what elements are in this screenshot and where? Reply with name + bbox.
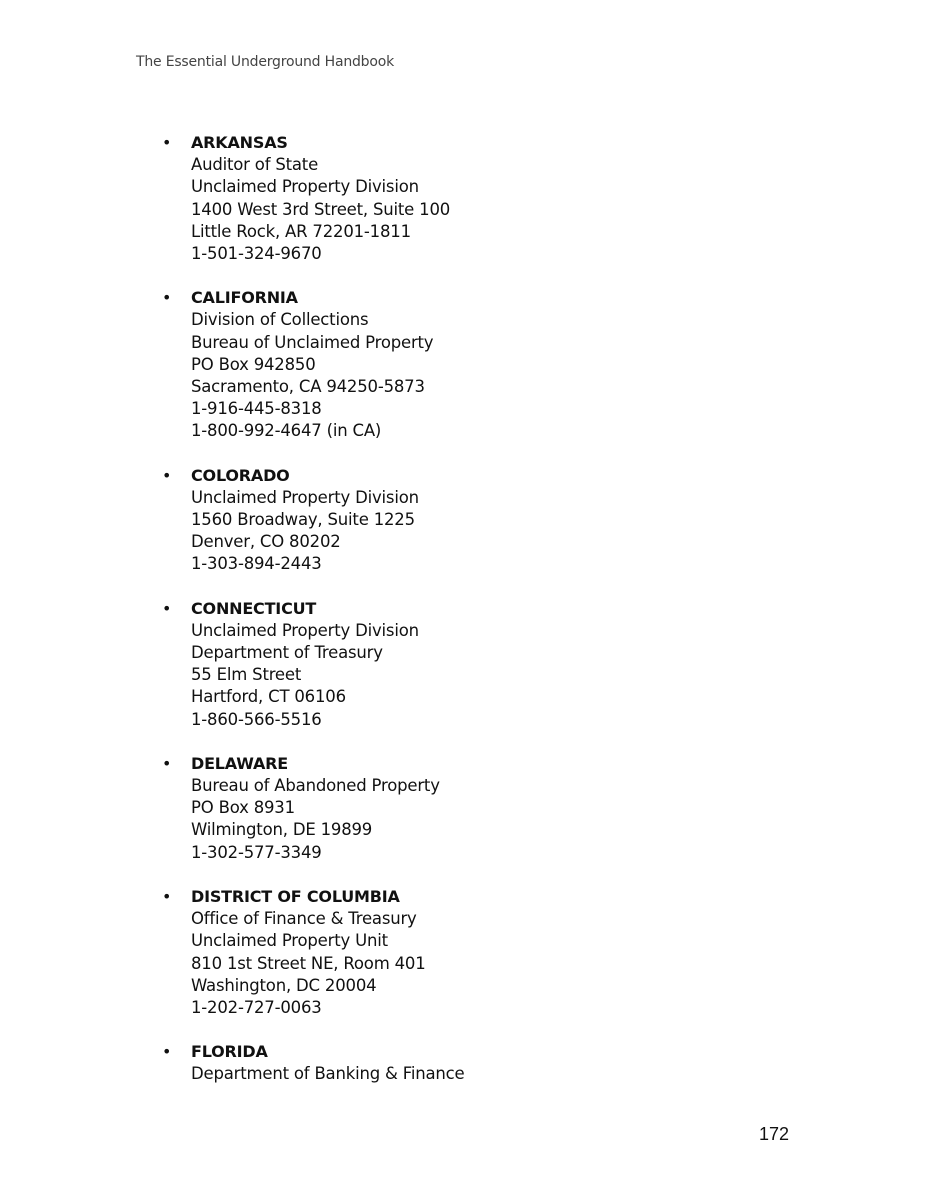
- address-line: Office of Finance & Treasury: [191, 909, 417, 929]
- address-line: Unclaimed Property Division: [191, 487, 419, 507]
- address-line: Washington, DC 20004: [191, 975, 377, 995]
- state-entry-connecticut: [162, 598, 762, 731]
- address-line: Sacramento, CA 94250-5873: [191, 377, 425, 397]
- state-entry-list: [162, 132, 762, 1108]
- phone-line: 1-800-992-4647 (in CA): [191, 421, 382, 441]
- bullet-icon: •: [162, 133, 172, 152]
- phone-line: 1-202-727-0063: [191, 997, 322, 1017]
- address-line: Division of Collections: [191, 310, 369, 330]
- address-line: Unclaimed Property Division: [191, 620, 419, 640]
- phone-line: 1-501-324-9670: [191, 244, 322, 264]
- running-header: The Essential Underground Handbook: [136, 54, 395, 70]
- state-name: CONNECTICUT: [191, 598, 317, 618]
- bullet-icon: •: [162, 886, 172, 906]
- address-line: Bureau of Abandoned Property: [191, 776, 440, 796]
- address-line: 810 1st Street NE, Room 401: [191, 953, 426, 973]
- address-line: Denver, CO 80202: [191, 532, 341, 552]
- address-line: Unclaimed Property Division: [191, 177, 419, 197]
- address-line: Department of Banking & Finance: [191, 1064, 465, 1084]
- state-entry-colorado: [162, 465, 762, 576]
- state-entry-delaware: [162, 753, 762, 864]
- address-line: PO Box 942850: [191, 354, 316, 374]
- state-name: COLORADO: [191, 465, 290, 485]
- state-entry-florida: [162, 1041, 762, 1085]
- bullet-icon: •: [162, 1042, 172, 1062]
- phone-line: 1-303-894-2443: [191, 554, 322, 574]
- bullet-icon: •: [162, 465, 172, 485]
- state-entry-district-of-columbia: [162, 886, 762, 1019]
- state-name: CALIFORNIA: [191, 288, 298, 308]
- state-name: ARKANSAS: [191, 133, 288, 152]
- address-line: Hartford, CT 06106: [191, 687, 346, 707]
- bullet-icon: •: [162, 753, 172, 773]
- address-line: Unclaimed Property Unit: [191, 931, 388, 951]
- page-number: 172: [759, 1124, 790, 1144]
- state-name: DISTRICT OF COLUMBIA: [191, 886, 400, 906]
- address-line: Auditor of State: [191, 155, 319, 175]
- state-name: FLORIDA: [191, 1042, 268, 1062]
- state-entry-california: [162, 287, 762, 442]
- address-line: 55 Elm Street: [191, 665, 302, 685]
- bullet-icon: •: [162, 598, 172, 618]
- bullet-icon: •: [162, 288, 172, 308]
- address-line: Department of Treasury: [191, 643, 383, 663]
- phone-line: 1-302-577-3349: [191, 842, 322, 862]
- address-line: Wilmington, DE 19899: [191, 820, 373, 840]
- phone-line: 1-916-445-8318: [191, 399, 322, 419]
- address-line: Little Rock, AR 72201-1811: [191, 221, 411, 241]
- state-name: DELAWARE: [191, 753, 289, 773]
- address-line: 1400 West 3rd Street, Suite 100: [191, 199, 451, 219]
- phone-line: 1-860-566-5516: [191, 709, 322, 729]
- address-line: Bureau of Unclaimed Property: [191, 332, 434, 352]
- state-entry-arkansas: [162, 132, 762, 265]
- address-line: 1560 Broadway, Suite 1225: [191, 510, 415, 530]
- address-line: PO Box 8931: [191, 798, 295, 818]
